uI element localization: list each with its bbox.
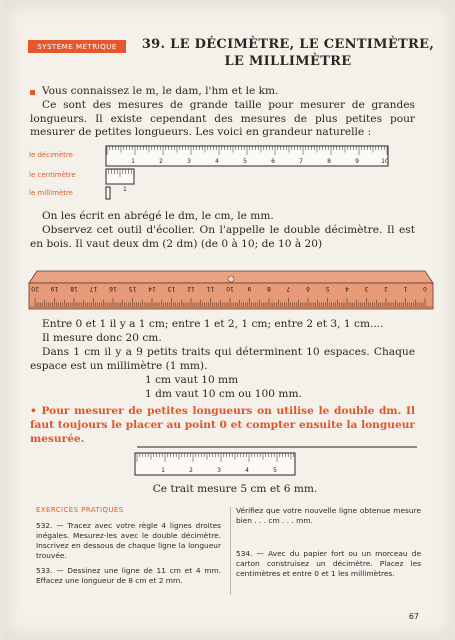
double-decimetre-number: 0 bbox=[423, 285, 427, 292]
decimetre-number: 5 bbox=[243, 158, 247, 165]
double-decimetre-number: 6 bbox=[306, 285, 310, 292]
decimetre-number: 9 bbox=[355, 158, 359, 165]
double-decimetre-number: 15 bbox=[128, 285, 137, 292]
decimetre-number: 10 bbox=[381, 158, 389, 165]
equation-dm-cm: 1 dm vaut 10 cm ou 100 mm. bbox=[145, 388, 302, 400]
decimetre-number: 6 bbox=[271, 158, 275, 165]
double-decimetre-number: 10 bbox=[226, 285, 234, 292]
square-bullet-icon bbox=[30, 90, 35, 95]
decimetre-number: 7 bbox=[299, 158, 303, 165]
small-ruler-number: 4 bbox=[245, 467, 249, 474]
rule-paragraph: • Pour mesurer de petites longueurs on utilise le double dm. Il faut toujours le placer au point 0 et compter ensuite la longueur mesurée. bbox=[30, 405, 415, 445]
double-decimetre-number: 11 bbox=[206, 285, 215, 292]
intro-paragraph: Ce sont des mesures de grande taille pour mesurer de grandes longueurs. Il existe cependant des mesures de plus petites pour mesurer de petites longueurs. Les voici en grandeur naturelle : bbox=[30, 99, 415, 139]
exercise-532: 532. — Tracez avec votre règle 4 lignes droites inégales. Mesurez-les avec le double décimètre. Inscrivez en dessous de chaque ligne la longueur trouvée. bbox=[36, 521, 221, 560]
book-page bbox=[5, 3, 453, 637]
double-decimetre-number: 5 bbox=[325, 285, 330, 292]
verify-text: Vérifiez que votre nouvelle ligne obtenue mesure bien . . . cm . . . mm. bbox=[236, 506, 421, 525]
exercise-533: 533. — Dessinez une ligne de 11 cm et 4 mm. Effacez une longueur de 8 cm et 2 mm. bbox=[36, 566, 221, 585]
measure-caption: Ce trait mesure 5 cm et 6 mm. bbox=[152, 483, 318, 495]
double-decimetre-number: 13 bbox=[167, 285, 176, 292]
section-tag: SYSTÈME MÉTRIQUE bbox=[28, 40, 126, 53]
decimetre-label: le décimètre bbox=[29, 151, 73, 159]
double-decimetre-number: 3 bbox=[364, 285, 369, 292]
double-decimetre-number: 4 bbox=[345, 285, 349, 292]
millimetre-label: le millimètre bbox=[29, 189, 73, 197]
double-decimetre-number: 8 bbox=[267, 285, 271, 292]
lesson-title bbox=[138, 36, 438, 70]
abbreviation-line: On les écrit en abrégé le dm, le cm, le mm. bbox=[42, 210, 274, 222]
decimetre-ruler bbox=[105, 145, 390, 173]
lesson-title-line2: LE MILLIMÈTRE bbox=[224, 54, 352, 69]
double-decimetre-number: 1 bbox=[403, 285, 408, 292]
double-decimetre-number: 16 bbox=[109, 285, 117, 292]
small-ruler-number: 5 bbox=[273, 467, 277, 474]
measure-line: Il mesure donc 20 cm. bbox=[42, 332, 162, 344]
double-decimetre-number: 9 bbox=[247, 285, 252, 292]
decimetre-number: 1 bbox=[131, 158, 135, 165]
decimetre-number: 4 bbox=[215, 158, 219, 165]
millimetre-number: 1 bbox=[123, 186, 127, 193]
double-decimetre-number: 2 bbox=[384, 285, 388, 292]
exercises-heading: EXERCICES PRATIQUES bbox=[36, 506, 124, 514]
small-ruler-number: 3 bbox=[217, 467, 221, 474]
double-decimetre-number: 18 bbox=[70, 285, 78, 292]
double-decimetre-number: 20 bbox=[31, 285, 39, 292]
between-line: Entre 0 et 1 il y a 1 cm; entre 1 et 2, 1 cm; entre 2 et 3, 1 cm.... bbox=[42, 318, 384, 330]
decimetre-number: 8 bbox=[327, 158, 331, 165]
small-ruler-number: 2 bbox=[189, 467, 193, 474]
double-decimetre-number: 12 bbox=[187, 285, 195, 292]
decimetre-number: 3 bbox=[187, 158, 191, 165]
small-ruler-number: 1 bbox=[161, 467, 165, 474]
intro-line: Vous connaissez le m, le dam, l'hm et le km. bbox=[42, 85, 279, 97]
decimetre-number: 2 bbox=[159, 158, 163, 165]
millimetre-ruler bbox=[105, 185, 119, 201]
exercise-534: 534. — Avec du papier fort ou un morceau de carton construisez un décimètre. Placez les centimètres et entre 0 et 1 les millimètres. bbox=[236, 549, 421, 578]
centimetre-label: le centimètre bbox=[29, 171, 76, 179]
double-decimetre-number: 7 bbox=[286, 285, 291, 292]
double-decimetre-ruler bbox=[27, 269, 435, 315]
double-decimetre-number: 17 bbox=[89, 285, 98, 292]
observe-paragraph: Observez cet outil d'écolier. On l'appelle le double décimètre. Il est en bois. Il vaut deux dm (2 dm) (de 0 à 10; de 10 à 20) bbox=[30, 224, 415, 250]
double-decimetre-number: 14 bbox=[148, 285, 156, 292]
dans-paragraph: Dans 1 cm il y a 9 petits traits qui déterminent 10 espaces. Chaque espace est un millimètre (1 mm). bbox=[30, 346, 415, 372]
lesson-title-line1: 39. LE DÉCIMÈTRE, LE CENTIMÈTRE, bbox=[141, 37, 435, 52]
double-decimetre-number: 19 bbox=[50, 285, 59, 292]
page-number: 67 bbox=[408, 612, 419, 621]
column-divider bbox=[230, 507, 231, 595]
equation-cm-mm: 1 cm vaut 10 mm bbox=[145, 374, 239, 386]
